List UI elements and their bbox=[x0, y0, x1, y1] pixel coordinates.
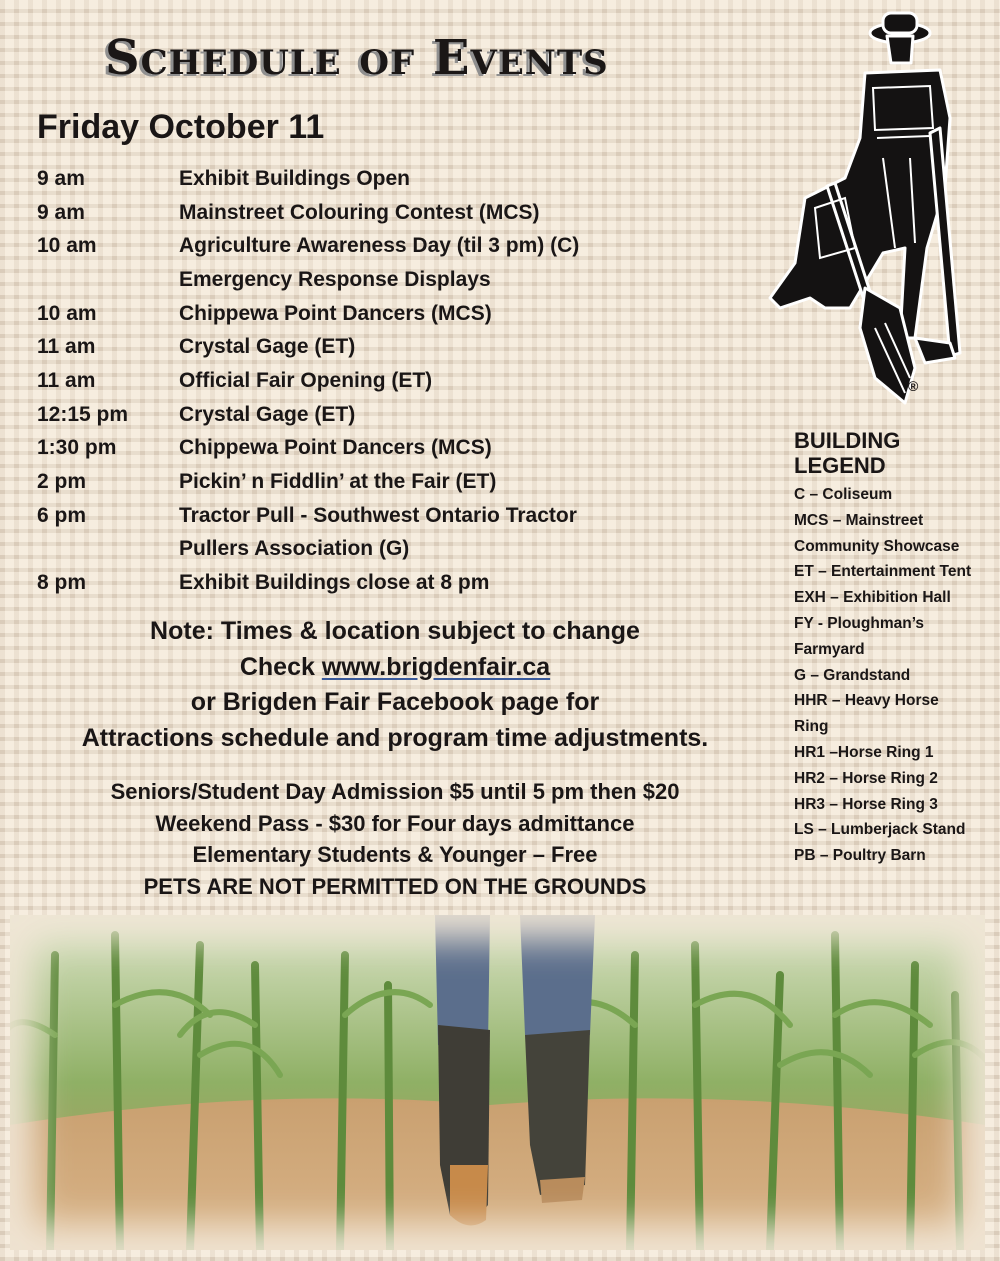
event-name: Exhibit Buildings close at 8 pm bbox=[179, 571, 490, 595]
legend-item: C – Coliseum bbox=[794, 486, 893, 503]
website-link[interactable]: www.brigdenfair.ca bbox=[321, 652, 551, 681]
legend-list bbox=[794, 482, 994, 869]
schedule-row bbox=[37, 533, 579, 567]
legend-item: MCS – Mainstreet bbox=[794, 511, 924, 529]
notice-line bbox=[30, 650, 760, 686]
legend-item: HR1 –Horse Ring 1 bbox=[794, 743, 934, 761]
legend-item: HR2 – Horse Ring 2 bbox=[794, 769, 938, 787]
event-name: Chippewa Point Dancers (MCS) bbox=[179, 436, 492, 460]
notice-line: Note: Times & location subject to change bbox=[150, 617, 640, 645]
event-time: 10 am bbox=[37, 301, 97, 325]
schedule-row bbox=[37, 465, 579, 499]
notice-line: or Brigden Fair Facebook page for bbox=[190, 688, 600, 716]
notice-line: Attractions schedule and program time adjustments. bbox=[81, 723, 709, 752]
page-title: Schedule of Events bbox=[105, 30, 609, 86]
legend-item: HR3 – Horse Ring 3 bbox=[794, 795, 938, 813]
admission-line: Elementary Students & Younger – Free bbox=[192, 842, 598, 867]
event-name: Tractor Pull - Southwest Ontario Tractor bbox=[179, 503, 577, 527]
event-name: Agriculture Awareness Day (til 3 pm) (C) bbox=[179, 234, 580, 258]
cornfield-boots-photo bbox=[10, 915, 985, 1250]
event-time: 8 pm bbox=[37, 571, 87, 595]
schedule-row bbox=[37, 297, 579, 331]
change-notice bbox=[30, 614, 760, 756]
registered-mark: ® bbox=[908, 378, 919, 394]
day-heading: Friday October 11 bbox=[37, 108, 325, 146]
legend-item: ET – Entertainment Tent bbox=[794, 563, 972, 581]
event-name: Chippewa Point Dancers (MCS) bbox=[179, 301, 492, 325]
schedule-row bbox=[37, 162, 579, 196]
schedule-row bbox=[37, 263, 579, 297]
event-time: 12:15 pm bbox=[37, 402, 129, 426]
legend-item: LS – Lumberjack Stand bbox=[794, 821, 966, 839]
admission-line: Seniors/Student Day Admission $5 until 5 pm then $20 bbox=[110, 779, 680, 804]
event-name: Exhibit Buildings Open bbox=[179, 166, 410, 190]
legend-item: HHR – Heavy Horse bbox=[794, 692, 939, 710]
building-legend bbox=[794, 428, 994, 869]
event-time: 2 pm bbox=[37, 470, 87, 494]
ploughman-logo-icon bbox=[765, 8, 965, 418]
event-name: Official Fair Opening (ET) bbox=[179, 368, 433, 392]
schedule-row bbox=[37, 196, 579, 230]
event-name: Pickin’ n Fiddlin’ at the Fair (ET) bbox=[179, 470, 497, 494]
schedule-row bbox=[37, 364, 579, 398]
event-time: 10 am bbox=[37, 234, 97, 258]
event-name: Pullers Association (G) bbox=[179, 537, 410, 561]
check-label: Check bbox=[239, 652, 322, 681]
event-time: 1:30 pm bbox=[37, 436, 117, 460]
admission-line: Weekend Pass - $30 for Four days admittance bbox=[155, 810, 635, 836]
legend-item: Farmyard bbox=[794, 640, 865, 658]
event-time: 9 am bbox=[37, 200, 85, 224]
legend-item: Ring bbox=[794, 718, 829, 736]
schedule-row bbox=[37, 432, 579, 466]
event-time: 6 pm bbox=[37, 503, 87, 527]
schedule-row bbox=[37, 229, 579, 263]
legend-title: BUILDING LEGEND bbox=[794, 428, 901, 478]
legend-item: PB – Poultry Barn bbox=[794, 847, 926, 865]
legend-item: FY - Ploughman’s bbox=[794, 614, 925, 632]
event-name: Emergency Response Displays bbox=[179, 267, 491, 291]
schedule-list bbox=[37, 162, 579, 600]
event-name: Mainstreet Colouring Contest (MCS) bbox=[179, 200, 540, 224]
legend-item: EXH – Exhibition Hall bbox=[794, 589, 951, 607]
admission-info bbox=[30, 776, 760, 902]
event-time: 9 am bbox=[37, 166, 85, 190]
schedule-row bbox=[37, 566, 579, 600]
pets-notice: PETS ARE NOT PERMITTED ON THE GROUNDS bbox=[143, 873, 647, 899]
legend-item: G – Grandstand bbox=[794, 666, 911, 684]
event-name: Crystal Gage (ET) bbox=[179, 402, 356, 426]
schedule-row bbox=[37, 330, 579, 364]
schedule-row bbox=[37, 398, 579, 432]
legend-item: Community Showcase bbox=[794, 537, 960, 555]
schedule-row bbox=[37, 499, 579, 533]
event-name: Crystal Gage (ET) bbox=[179, 335, 356, 359]
event-time: 11 am bbox=[37, 335, 96, 359]
event-time: 11 am bbox=[37, 368, 96, 392]
